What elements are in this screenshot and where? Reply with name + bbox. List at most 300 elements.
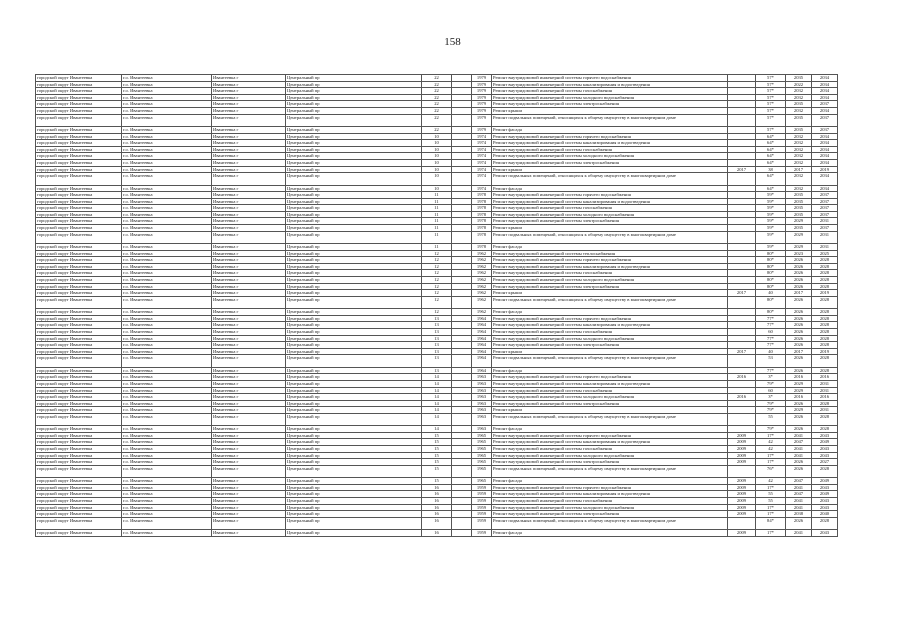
cell-wear-percent: 60 (756, 387, 786, 394)
cell-plan-year-end: 2043 (812, 452, 838, 459)
cell-work-type: Ремонт внутридомовой инженерной системы горячего водоснабжения (492, 133, 728, 140)
cell-plan-year-start: 2035 (786, 225, 812, 232)
cell-district: г.о. Ивантеевка (122, 367, 212, 374)
cell-plan-year-end: 2019 (812, 348, 838, 355)
cell-plan-year-end: 2031 (812, 387, 838, 394)
cell-house-number: 15 (422, 432, 452, 439)
cell-district: г.о. Ивантеевка (122, 173, 212, 185)
cell-street: Центральный пр (286, 146, 422, 153)
cell-work-type: Ремонт подвальных помещений, относящихся к общему имуществу в многоквартирном доме (492, 173, 728, 185)
cell-municipality: городской округ Ивантеевка (36, 205, 122, 212)
cell-last-repair-year (728, 94, 756, 101)
cell-last-repair-year (728, 81, 756, 88)
cell-house-number: 10 (422, 159, 452, 166)
cell-city: Ивантеевка г (212, 153, 286, 160)
cell-district: г.о. Ивантеевка (122, 452, 212, 459)
cell-work-type: Ремонт крыши (492, 166, 728, 173)
cell-wear-percent: 77* (756, 342, 786, 349)
cell-municipality: городской округ Ивантеевка (36, 348, 122, 355)
cell-work-type: Ремонт подвальных помещений, относящихся к общему имуществу в многоквартирном доме (492, 296, 728, 308)
table-row (36, 185, 838, 192)
table-row (36, 250, 838, 257)
cell-last-repair-year (728, 257, 756, 264)
cell-work-type: Ремонт внутридомовой инженерной системы канализирования и водоотведения (492, 140, 728, 147)
cell-house-number: 22 (422, 81, 452, 88)
cell-municipality: городской округ Ивантеевка (36, 315, 122, 322)
cell-district: г.о. Ивантеевка (122, 498, 212, 505)
table-row (36, 309, 838, 316)
cell-last-repair-year (728, 296, 756, 308)
cell-work-type: Ремонт внутридомовой инженерной системы канализирования и водоотведения (492, 439, 728, 446)
cell-plan-year-start: 2026 (786, 270, 812, 277)
cell-plan-year-end: 2028 (812, 277, 838, 284)
cell-city: Ивантеевка г (212, 426, 286, 433)
cell-building (452, 348, 472, 355)
table-row (36, 94, 838, 101)
cell-municipality: городской округ Ивантеевка (36, 504, 122, 511)
cell-plan-year-start: 2016 (786, 374, 812, 381)
cell-last-repair-year: 2009 (728, 530, 756, 537)
cell-wear-percent: 64* (756, 146, 786, 153)
table-row (36, 322, 838, 329)
cell-plan-year-end: 2028 (812, 355, 838, 367)
cell-street: Центральный пр (286, 211, 422, 218)
cell-last-repair-year (728, 322, 756, 329)
cell-street: Центральный пр (286, 107, 422, 114)
cell-plan-year-start: 2032 (786, 146, 812, 153)
cell-construction-year: 1959 (472, 504, 492, 511)
cell-plan-year-end: 2043 (812, 530, 838, 537)
table-row (36, 192, 838, 199)
cell-city: Ивантеевка г (212, 88, 286, 95)
cell-street: Центральный пр (286, 367, 422, 374)
cell-last-repair-year (728, 263, 756, 270)
cell-district: г.о. Ивантеевка (122, 504, 212, 511)
cell-plan-year-end: 2034 (812, 153, 838, 160)
cell-municipality: городской округ Ивантеевка (36, 452, 122, 459)
cell-plan-year-start: 2041 (786, 432, 812, 439)
cell-plan-year-end: 2028 (812, 257, 838, 264)
cell-municipality: городской округ Ивантеевка (36, 133, 122, 140)
cell-municipality: городской округ Ивантеевка (36, 159, 122, 166)
cell-last-repair-year (728, 107, 756, 114)
cell-building (452, 198, 472, 205)
cell-building (452, 374, 472, 381)
cell-last-repair-year (728, 133, 756, 140)
cell-plan-year-end: 2034 (812, 133, 838, 140)
cell-street: Центральный пр (286, 484, 422, 491)
cell-house-number: 12 (422, 263, 452, 270)
cell-last-repair-year (728, 277, 756, 284)
cell-work-type: Ремонт внутридомовой инженерной системы электроснабжения (492, 400, 728, 407)
cell-district: г.о. Ивантеевка (122, 517, 212, 529)
cell-wear-percent: 79* (756, 407, 786, 414)
cell-plan-year-end: 2034 (812, 94, 838, 101)
cell-work-type: Ремонт внутридомовой инженерной системы газоснабжения (492, 270, 728, 277)
cell-work-type: Ремонт внутридомовой инженерной системы холодного водоснабжения (492, 394, 728, 401)
cell-plan-year-start: 2029 (786, 380, 812, 387)
cell-building (452, 426, 472, 433)
cell-city: Ивантеевка г (212, 296, 286, 308)
cell-district: г.о. Ивантеевка (122, 101, 212, 108)
cell-city: Ивантеевка г (212, 225, 286, 232)
cell-wear-percent: 57* (756, 88, 786, 95)
cell-wear-percent: 55 (756, 498, 786, 505)
cell-street: Центральный пр (286, 244, 422, 251)
cell-wear-percent: 77* (756, 367, 786, 374)
cell-district: г.о. Ивантеевка (122, 107, 212, 114)
page-number: 158 (444, 36, 461, 48)
cell-construction-year: 1978 (472, 225, 492, 232)
cell-plan-year-start: 2029 (786, 387, 812, 394)
cell-municipality: городской округ Ивантеевка (36, 277, 122, 284)
cell-building (452, 218, 472, 225)
cell-building (452, 225, 472, 232)
cell-district: г.о. Ивантеевка (122, 530, 212, 537)
cell-last-repair-year: 2009 (728, 432, 756, 439)
cell-wear-percent: 55 (756, 491, 786, 498)
cell-last-repair-year (728, 126, 756, 133)
cell-building (452, 511, 472, 518)
cell-wear-percent: 79* (756, 400, 786, 407)
cell-house-number: 11 (422, 244, 452, 251)
cell-last-repair-year (728, 140, 756, 147)
cell-construction-year: 1964 (472, 355, 492, 367)
cell-municipality: городской округ Ивантеевка (36, 126, 122, 133)
cell-district: г.о. Ивантеевка (122, 218, 212, 225)
cell-building (452, 309, 472, 316)
table-row (36, 394, 838, 401)
cell-construction-year: 1959 (472, 498, 492, 505)
cell-construction-year: 1978 (472, 211, 492, 218)
cell-plan-year-start: 2017 (786, 166, 812, 173)
cell-city: Ивантеевка г (212, 277, 286, 284)
cell-municipality: городской округ Ивантеевка (36, 478, 122, 485)
cell-plan-year-start: 2032 (786, 107, 812, 114)
cell-district: г.о. Ивантеевка (122, 342, 212, 349)
cell-house-number: 10 (422, 133, 452, 140)
cell-city: Ивантеевка г (212, 173, 286, 185)
cell-street: Центральный пр (286, 133, 422, 140)
cell-city: Ивантеевка г (212, 517, 286, 529)
cell-construction-year: 1974 (472, 166, 492, 173)
cell-municipality: городской округ Ивантеевка (36, 192, 122, 199)
cell-plan-year-start: 2026 (786, 283, 812, 290)
cell-building (452, 270, 472, 277)
table-row (36, 140, 838, 147)
table-row (36, 367, 838, 374)
table-row (36, 446, 838, 453)
cell-plan-year-end: 2037 (812, 126, 838, 133)
cell-plan-year-start: 2047 (786, 478, 812, 485)
cell-plan-year-end: 2016 (812, 394, 838, 401)
cell-plan-year-start: 2026 (786, 465, 812, 477)
cell-municipality: городской округ Ивантеевка (36, 367, 122, 374)
cell-house-number: 22 (422, 114, 452, 126)
cell-wear-percent: 59* (756, 198, 786, 205)
cell-house-number: 16 (422, 511, 452, 518)
cell-construction-year: 1979 (472, 114, 492, 126)
cell-wear-percent: 80* (756, 296, 786, 308)
cell-work-type: Ремонт внутридомовой инженерной системы электроснабжения (492, 101, 728, 108)
cell-wear-percent: 59* (756, 211, 786, 218)
cell-municipality: городской округ Ивантеевка (36, 446, 122, 453)
cell-house-number: 13 (422, 322, 452, 329)
cell-street: Центральный пр (286, 126, 422, 133)
cell-plan-year-end: 2028 (812, 296, 838, 308)
cell-last-repair-year (728, 192, 756, 199)
cell-district: г.о. Ивантеевка (122, 484, 212, 491)
cell-wear-percent: 59* (756, 244, 786, 251)
cell-wear-percent: 38 (756, 166, 786, 173)
cell-building (452, 517, 472, 529)
cell-municipality: городской округ Ивантеевка (36, 94, 122, 101)
cell-work-type: Ремонт внутридомовой инженерной системы горячего водоснабжения (492, 257, 728, 264)
cell-construction-year: 1963 (472, 374, 492, 381)
table-row (36, 426, 838, 433)
cell-street: Центральный пр (286, 342, 422, 349)
cell-wear-percent: 84* (756, 517, 786, 529)
cell-work-type: Ремонт внутридомовой инженерной системы газоснабжения (492, 387, 728, 394)
cell-street: Центральный пр (286, 94, 422, 101)
cell-municipality: городской округ Ивантеевка (36, 244, 122, 251)
cell-last-repair-year: 2017 (728, 166, 756, 173)
cell-wear-percent: 79* (756, 426, 786, 433)
cell-building (452, 400, 472, 407)
cell-city: Ивантеевка г (212, 478, 286, 485)
cell-last-repair-year: 2017 (728, 348, 756, 355)
cell-building (452, 231, 472, 243)
cell-municipality: городской округ Ивантеевка (36, 439, 122, 446)
cell-city: Ивантеевка г (212, 140, 286, 147)
cell-plan-year-start: 2032 (786, 159, 812, 166)
cell-work-type: Ремонт внутридомовой инженерной системы горячего водоснабжения (492, 192, 728, 199)
cell-building (452, 432, 472, 439)
table-row (36, 355, 838, 367)
cell-last-repair-year (728, 75, 756, 82)
cell-district: г.о. Ивантеевка (122, 88, 212, 95)
cell-last-repair-year (728, 517, 756, 529)
cell-wear-percent: 42 (756, 478, 786, 485)
cell-city: Ивантеевка г (212, 342, 286, 349)
cell-district: г.о. Ивантеевка (122, 400, 212, 407)
cell-district: г.о. Ивантеевка (122, 270, 212, 277)
cell-wear-percent: 77* (756, 315, 786, 322)
cell-municipality: городской округ Ивантеевка (36, 225, 122, 232)
cell-construction-year: 1978 (472, 198, 492, 205)
cell-plan-year-start: 2026 (786, 413, 812, 425)
cell-construction-year: 1979 (472, 81, 492, 88)
cell-district: г.о. Ивантеевка (122, 374, 212, 381)
cell-district: г.о. Ивантеевка (122, 283, 212, 290)
cell-district: г.о. Ивантеевка (122, 126, 212, 133)
cell-last-repair-year (728, 211, 756, 218)
cell-building (452, 439, 472, 446)
cell-municipality: городской округ Ивантеевка (36, 270, 122, 277)
cell-construction-year: 1962 (472, 283, 492, 290)
cell-construction-year: 1963 (472, 394, 492, 401)
cell-house-number: 15 (422, 459, 452, 466)
cell-last-repair-year (728, 413, 756, 425)
table-row (36, 231, 838, 243)
table-row (36, 198, 838, 205)
cell-plan-year-start: 2047 (786, 439, 812, 446)
cell-municipality: городской округ Ивантеевка (36, 465, 122, 477)
cell-plan-year-start: 2038 (786, 511, 812, 518)
cell-street: Центральный пр (286, 198, 422, 205)
table-row (36, 107, 838, 114)
cell-last-repair-year (728, 328, 756, 335)
cell-construction-year: 1965 (472, 439, 492, 446)
cell-building (452, 355, 472, 367)
cell-last-repair-year (728, 173, 756, 185)
table-row (36, 159, 838, 166)
cell-city: Ивантеевка г (212, 322, 286, 329)
table-row (36, 432, 838, 439)
cell-construction-year: 1962 (472, 309, 492, 316)
cell-work-type: Ремонт внутридомовой инженерной системы электроснабжения (492, 459, 728, 466)
cell-street: Центральный пр (286, 355, 422, 367)
table-row (36, 270, 838, 277)
cell-house-number: 10 (422, 140, 452, 147)
table-row (36, 88, 838, 95)
cell-district: г.о. Ивантеевка (122, 94, 212, 101)
cell-municipality: городской округ Ивантеевка (36, 231, 122, 243)
cell-district: г.о. Ивантеевка (122, 75, 212, 82)
cell-city: Ивантеевка г (212, 211, 286, 218)
cell-wear-percent: 80* (756, 277, 786, 284)
cell-city: Ивантеевка г (212, 432, 286, 439)
cell-work-type: Ремонт внутридомовой инженерной системы газоснабжения (492, 328, 728, 335)
cell-wear-percent: 17* (756, 432, 786, 439)
cell-wear-percent: 64* (756, 140, 786, 147)
cell-work-type: Ремонт внутридомовой инженерной системы горячего водоснабжения (492, 432, 728, 439)
cell-street: Центральный пр (286, 400, 422, 407)
cell-plan-year-start: 2029 (786, 218, 812, 225)
cell-last-repair-year: 2009 (728, 439, 756, 446)
cell-house-number: 15 (422, 452, 452, 459)
cell-municipality: городской округ Ивантеевка (36, 387, 122, 394)
table-row (36, 257, 838, 264)
cell-construction-year: 1965 (472, 465, 492, 477)
cell-plan-year-start: 2026 (786, 328, 812, 335)
cell-street: Центральный пр (286, 218, 422, 225)
cell-street: Центральный пр (286, 88, 422, 95)
cell-house-number: 12 (422, 257, 452, 264)
cell-work-type: Ремонт фасада (492, 367, 728, 374)
cell-building (452, 250, 472, 257)
cell-house-number: 10 (422, 146, 452, 153)
cell-work-type: Ремонт внутридомовой инженерной системы горячего водоснабжения (492, 75, 728, 82)
table-row (36, 452, 838, 459)
cell-plan-year-start: 2026 (786, 367, 812, 374)
cell-plan-year-end: 2028 (812, 263, 838, 270)
table-row (36, 517, 838, 529)
cell-wear-percent: 64* (756, 173, 786, 185)
cell-work-type: Ремонт крыши (492, 407, 728, 414)
cell-municipality: городской округ Ивантеевка (36, 498, 122, 505)
cell-municipality: городской округ Ивантеевка (36, 407, 122, 414)
cell-plan-year-end: 2034 (812, 107, 838, 114)
cell-wear-percent: 17* (756, 459, 786, 466)
cell-house-number: 15 (422, 465, 452, 477)
cell-construction-year: 1962 (472, 277, 492, 284)
cell-plan-year-start: 2035 (786, 101, 812, 108)
cell-plan-year-end: 2049 (812, 491, 838, 498)
cell-work-type: Ремонт фасада (492, 185, 728, 192)
cell-city: Ивантеевка г (212, 380, 286, 387)
cell-building (452, 107, 472, 114)
cell-building (452, 335, 472, 342)
cell-plan-year-end: 2028 (812, 465, 838, 477)
cell-plan-year-start: 2016 (786, 394, 812, 401)
cell-wear-percent: 80* (756, 283, 786, 290)
cell-municipality: городской округ Ивантеевка (36, 335, 122, 342)
cell-plan-year-end: 2016 (812, 374, 838, 381)
cell-house-number: 11 (422, 192, 452, 199)
cell-wear-percent: 40 (756, 290, 786, 297)
cell-district: г.о. Ивантеевка (122, 146, 212, 153)
cell-last-repair-year (728, 355, 756, 367)
cell-work-type: Ремонт внутридомовой инженерной системы холодного водоснабжения (492, 153, 728, 160)
cell-building (452, 263, 472, 270)
cell-construction-year: 1974 (472, 146, 492, 153)
cell-construction-year: 1974 (472, 133, 492, 140)
cell-wear-percent: 64* (756, 153, 786, 160)
cell-house-number: 12 (422, 296, 452, 308)
cell-street: Центральный пр (286, 426, 422, 433)
cell-district: г.о. Ивантеевка (122, 114, 212, 126)
cell-house-number: 11 (422, 205, 452, 212)
cell-city: Ивантеевка г (212, 335, 286, 342)
cell-plan-year-start: 2026 (786, 400, 812, 407)
cell-wear-percent: 55 (756, 413, 786, 425)
cell-street: Центральный пр (286, 328, 422, 335)
cell-plan-year-end: 2040 (812, 511, 838, 518)
cell-building (452, 296, 472, 308)
cell-construction-year: 1974 (472, 185, 492, 192)
cell-street: Центральный пр (286, 459, 422, 466)
table-row (36, 407, 838, 414)
cell-district: г.о. Ивантеевка (122, 446, 212, 453)
cell-last-repair-year (728, 426, 756, 433)
cell-last-repair-year: 2009 (728, 478, 756, 485)
table-row (36, 413, 838, 425)
cell-house-number: 16 (422, 504, 452, 511)
cell-construction-year: 1962 (472, 290, 492, 297)
cell-wear-percent: 42 (756, 446, 786, 453)
cell-building (452, 387, 472, 394)
cell-district: г.о. Ивантеевка (122, 250, 212, 257)
cell-house-number: 13 (422, 342, 452, 349)
cell-plan-year-start: 2035 (786, 211, 812, 218)
cell-construction-year: 1965 (472, 452, 492, 459)
cell-municipality: городской округ Ивантеевка (36, 309, 122, 316)
cell-street: Центральный пр (286, 413, 422, 425)
cell-municipality: городской округ Ивантеевка (36, 380, 122, 387)
cell-wear-percent: 59* (756, 225, 786, 232)
cell-work-type: Ремонт внутридомовой инженерной системы горячего водоснабжения (492, 484, 728, 491)
table-row (36, 400, 838, 407)
cell-plan-year-start: 2041 (786, 484, 812, 491)
cell-city: Ивантеевка г (212, 394, 286, 401)
cell-construction-year: 1979 (472, 107, 492, 114)
cell-house-number: 16 (422, 517, 452, 529)
cell-plan-year-start: 2041 (786, 498, 812, 505)
cell-wear-percent: 17* (756, 484, 786, 491)
cell-street: Центральный пр (286, 231, 422, 243)
cell-street: Центральный пр (286, 335, 422, 342)
